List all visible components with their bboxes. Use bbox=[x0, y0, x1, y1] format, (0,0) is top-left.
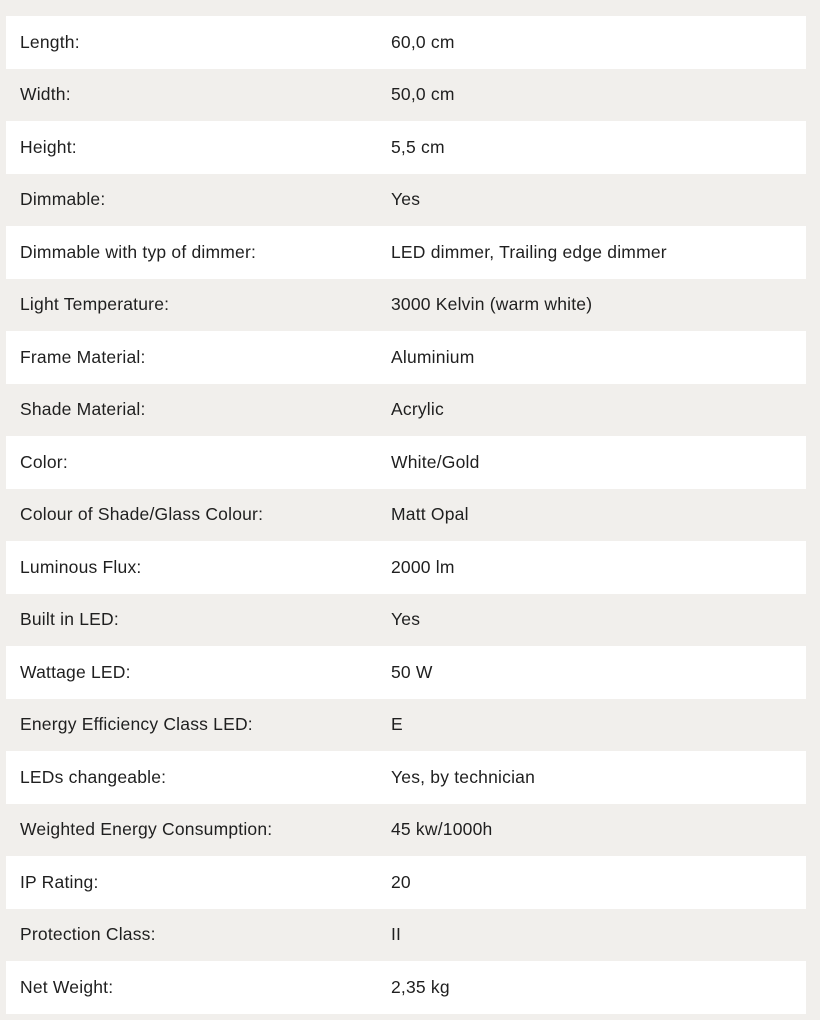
spec-row-light-temperature bbox=[6, 279, 806, 332]
spec-row-dimmer-type bbox=[6, 226, 806, 279]
spec-label: Wattage LED: bbox=[20, 661, 131, 682]
spec-row-leds-changeable bbox=[6, 751, 806, 804]
spec-label: Built in LED: bbox=[20, 609, 119, 630]
spec-value: 50,0 cm bbox=[391, 84, 455, 105]
spec-label: Light Temperature: bbox=[20, 294, 170, 315]
spec-value: Yes, by technician bbox=[391, 766, 536, 787]
spec-row-energy-consumption bbox=[6, 804, 806, 857]
spec-label: Protection Class: bbox=[20, 924, 156, 945]
spec-label: Frame Material: bbox=[20, 346, 146, 367]
spec-value: LED dimmer, Trailing edge dimmer bbox=[391, 241, 667, 262]
spec-row-width bbox=[6, 69, 806, 122]
spec-value: Aluminium bbox=[391, 346, 475, 367]
spec-value: 20 bbox=[391, 871, 411, 892]
spec-value: 3000 Kelvin (warm white) bbox=[391, 294, 593, 315]
spec-label: Net Weight: bbox=[20, 976, 114, 997]
spec-row-shade-material bbox=[6, 384, 806, 437]
spec-row-length bbox=[6, 16, 806, 69]
spec-label: Height: bbox=[20, 136, 77, 157]
spec-value: Matt Opal bbox=[391, 504, 469, 525]
spec-value: Yes bbox=[391, 609, 421, 630]
spec-label: Shade Material: bbox=[20, 399, 146, 420]
spec-value: E bbox=[391, 714, 403, 735]
spec-label: Luminous Flux: bbox=[20, 556, 142, 577]
spec-value: Yes bbox=[391, 189, 421, 210]
spec-label: Colour of Shade/Glass Colour: bbox=[20, 504, 264, 525]
spec-row-frame-material bbox=[6, 331, 806, 384]
spec-value: 2,35 kg bbox=[391, 976, 450, 997]
spec-value: 2000 lm bbox=[391, 556, 455, 577]
spec-label: LEDs changeable: bbox=[20, 766, 167, 787]
spec-label: IP Rating: bbox=[20, 871, 99, 892]
spec-label: Weighted Energy Consumption: bbox=[20, 819, 273, 840]
spec-value: 45 kw/1000h bbox=[391, 819, 493, 840]
spec-value: 60,0 cm bbox=[391, 31, 455, 52]
spec-row-energy-class bbox=[6, 699, 806, 752]
spec-label: Dimmable: bbox=[20, 189, 106, 210]
spec-value: Acrylic bbox=[391, 399, 444, 420]
spec-value: 5,5 cm bbox=[391, 136, 445, 157]
spec-row-protection-class bbox=[6, 909, 806, 962]
spec-value: White/Gold bbox=[391, 451, 480, 472]
spec-label: Energy Efficiency Class LED: bbox=[20, 714, 253, 735]
spec-row-built-in-led bbox=[6, 594, 806, 647]
spec-row-color bbox=[6, 436, 806, 489]
spec-row-dimmable bbox=[6, 174, 806, 227]
spec-value: 50 W bbox=[391, 661, 433, 682]
spec-row-net-weight bbox=[6, 961, 806, 1014]
spec-row-luminous-flux bbox=[6, 541, 806, 594]
spec-label: Length: bbox=[20, 31, 80, 52]
spec-table bbox=[6, 16, 806, 1014]
spec-row-ip-rating bbox=[6, 856, 806, 909]
spec-label: Color: bbox=[20, 451, 68, 472]
spec-label: Width: bbox=[20, 84, 71, 105]
spec-value: II bbox=[391, 924, 402, 945]
spec-label: Dimmable with typ of dimmer: bbox=[20, 241, 257, 262]
spec-row-shade-colour bbox=[6, 489, 806, 542]
spec-row-height bbox=[6, 121, 806, 174]
spec-row-wattage-led bbox=[6, 646, 806, 699]
